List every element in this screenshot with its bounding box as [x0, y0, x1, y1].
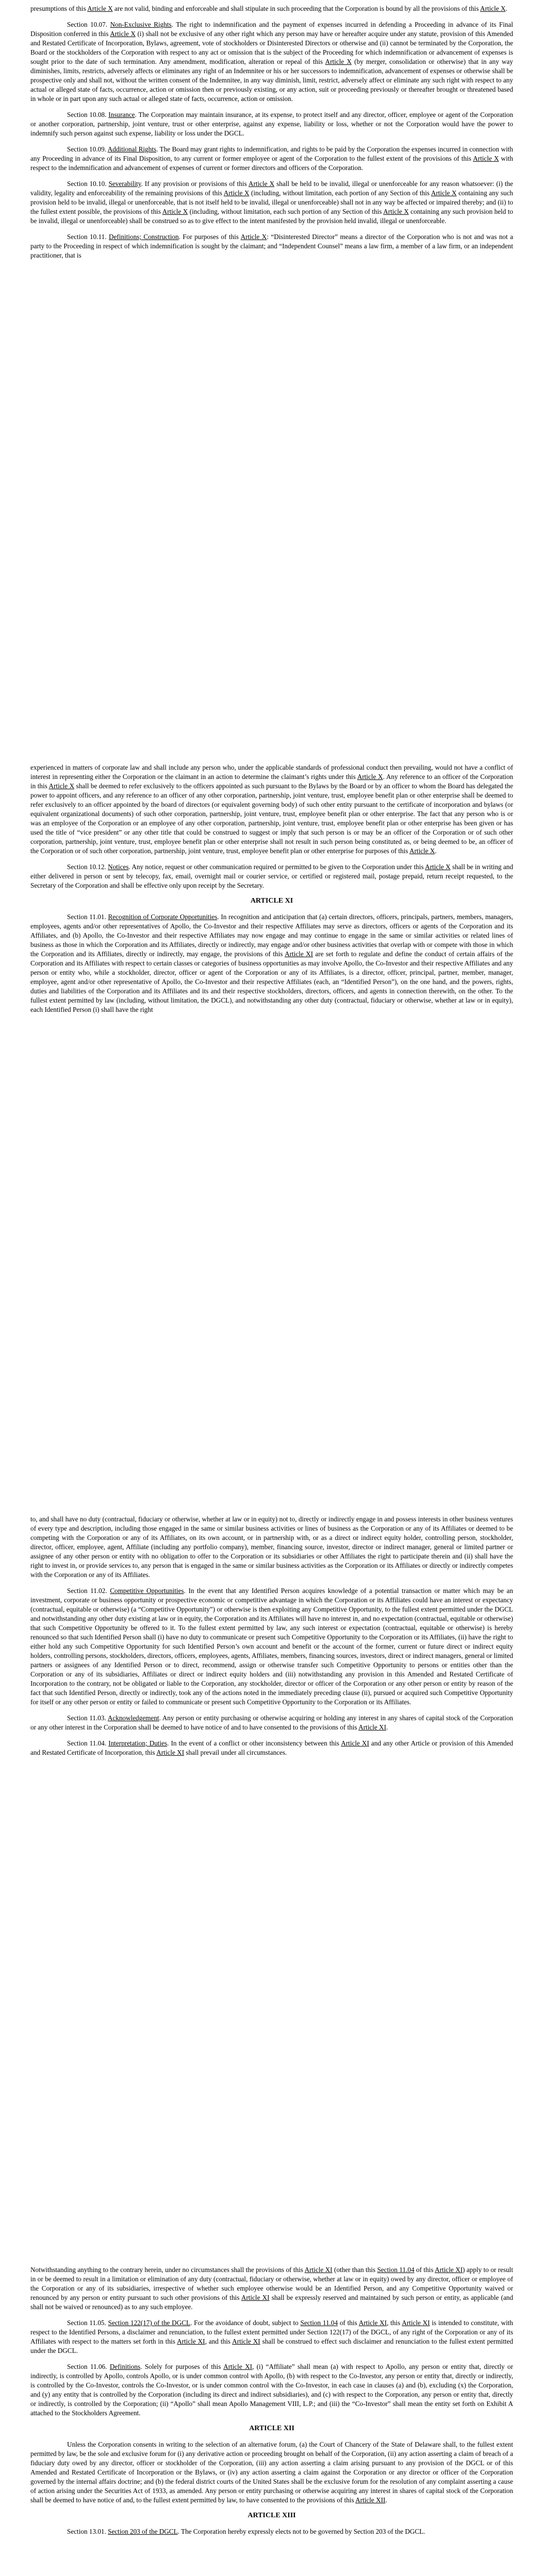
underlined-text: Article X	[223, 189, 250, 197]
underlined-text: Article XI	[232, 2337, 260, 2345]
underlined-text: Article X	[357, 773, 383, 781]
text-run: shall be in writing and either delivered in person or sent by telecopy, fax, email, overnight mail or courier service, or certified or registered mail, postage prepaid, return receipt requested, to the Secretary of the Corporation and shall be effective only upon receipt by the Secretary.	[30, 863, 513, 889]
underlined-text: Insurance	[108, 111, 135, 118]
text-run: , (i) “Affiliate” shall mean (a) with respect to Apollo, any person or entity that, directly or indirectly, is controlled by Apollo, controls Apollo, or is under common control with Apollo, (b) with respect to the Co-Investor, any person or entity that, directly or indirectly, is controlled by the Co-Investor, controls the Co-Investor, or is under common control with the Co-Investor, in each case in clauses (a) and (b), excluding (x) the Corporation, and (y) any entity that is controlled by the Corporation (including its direct and indirect subsidiaries), and (c) with respect to the Corporation, any person or entity that, directly or indirectly, is controlled by the Corporation; (ii) “Apollo” shall mean Apollo Management VIII, L.P.; and (iii) the “Co-Investor” shall mean the entity set forth on Exhibit A attached to the Stockholders Agreement.	[30, 2363, 513, 2417]
underlined-text: Article X	[431, 189, 457, 197]
paragraph-continuation	[30, 4, 513, 13]
text-run: (i) shall not be exclusive of any other right which any person may have or hereafter acquire under any statute, provision of this Amended and Restated Certificate of Incorporation, Bylaws, agreement, vote of stockholders or Disinterested Directors or otherwise and (ii) cannot be terminated by the Corporation, the Board or the stockholders of the Corporation with respect to any act or omission that is the subject of the Proceeding for which indemnification or advancement of expenses is sought prior to the date of such termination. Any amendment, modification, alteration or repeal of this	[30, 30, 513, 65]
text-run: Section 10.10.	[67, 180, 109, 188]
text-run: presumptions of this	[30, 5, 88, 12]
underlined-text: Recognition of Corporate Opportunities	[108, 913, 218, 921]
underlined-text: Section 122(17) of the DGCL	[108, 2319, 191, 2327]
section-10-12	[30, 862, 513, 890]
text-run: shall be held to be invalid, illegal or unenforceable for any reason whatsoever: (i) the validity, legality and enforceability of the remaining provisions of this	[30, 180, 513, 197]
underlined-text: Article XII	[355, 2496, 386, 2504]
text-run: Section 11.04.	[67, 1739, 109, 1747]
underlined-text: Article X	[383, 208, 409, 215]
text-run: . In recognition and anticipation that (a) certain directors, officers, principals, partners, members, managers, employees, agents and/or other representatives of Apollo, the Co-Investor and their respective Affiliates may serve as directors, officers or agents of the Corporation and its Affiliates, and (b) Apollo, the Co-Investor and their respective Affiliates may now engage and may continue to engage in the same or similar activities or related lines of business as those in which the Corporation and its Affiliates, directly or indirectly, may engage and/or other business activities that overlap with or compete with those in which the Corporation and its Affiliates, directly or indirectly, may engage, the provisions of this	[30, 913, 513, 958]
underlined-text: Article XI	[156, 1749, 185, 1756]
underlined-text: Article X	[87, 5, 113, 12]
page-3-body	[30, 1515, 513, 1764]
text-run: Section 11.01.	[67, 913, 108, 921]
section-10-11	[30, 232, 513, 260]
document-page-4	[0, 2249, 544, 2576]
article-heading: ARTICLE XI	[250, 897, 293, 905]
text-run: Section 10.08.	[67, 111, 109, 118]
text-run: of this	[338, 2319, 359, 2327]
underlined-text: Article XI	[435, 2266, 463, 2274]
text-run: (including, without limitation, each such portion of any Section of this	[188, 208, 384, 215]
text-run: . The right to indemnification and the payment of expenses incurred in defending a Proceeding in advance of its Final Disposition conferred in this	[30, 21, 514, 38]
text-run: . For purposes of this	[178, 233, 241, 241]
paragraph-continuation	[30, 1515, 513, 1580]
text-run: with respect to the indemnification and advancement of expenses of current or former directors and officers of the Corporation.	[30, 155, 513, 172]
text-run: shall be construed to effect such disclaimer and renunciation to the fullest extent permitted under the DGCL.	[30, 2337, 513, 2354]
section-10-07	[30, 20, 513, 104]
text-run: Section 11.03.	[67, 1714, 108, 1722]
section-11-05	[30, 2318, 513, 2355]
underlined-text: Additional Rights	[107, 145, 157, 153]
underlined-text: Section 11.04	[377, 2266, 415, 2274]
underlined-text: Definitions	[109, 2363, 141, 2370]
article-12-paragraph	[30, 2440, 513, 2505]
paragraph-continuation	[30, 763, 513, 856]
text-run: Section 11.02.	[67, 1587, 110, 1595]
text-run: : “Disinterested Director” means a director of the Corporation who is not and was not a party to the Proceeding in respect of which indemnification is sought by the claimant; and “Independent Counsel” means a law firm, a member of a law firm, or an independent practitioner, that is	[30, 233, 514, 259]
page-2-body	[30, 763, 513, 1021]
underlined-text: Interpretation; Duties	[108, 1739, 168, 1747]
section-10-08	[30, 110, 513, 138]
text-run: containing any such provision held to be invalid, illegal or unenforceable, that is not itself held to be invalid, illegal or unenforceable) shall not in any way be affected or impaired thereby; and (ii) to the fullest extent possible, the provisions of this	[30, 189, 514, 215]
underlined-text: Article XI	[341, 1739, 369, 1747]
text-run: shall be deemed to refer exclusively to the officers appointed as such pursuant to the Bylaws by the Board or by an officer to whom the Board has delegated the power to appoint officers, and any reference to an officer of any other corporation, partnership, joint venture, trust, employee benefit plan or other enterprise shall be deemed to refer exclusively to an officer appointed by the board of directors (or equivalent governing body) of such other entity pursuant to the certificate of incorporation and bylaws (or equivalent organizational documents) of such other corporation, partnership, joint venture, trust, employee benefit plan or other enterprise. The fact that any person who is or was an employee of the Corporation or an employee of any other corporation, partnership, joint venture, trust, employee benefit plan or other enterprise has been given or has used the title of “vice president” or any other title that could be construed to suggest or imply that such person is or may be an officer of the Corporation or of such other corporation, partnership, joint venture, trust, employee benefit plan or other enterprise shall not result in such person being constituted as, or being deemed to be, an officer of the Corporation or of such other corporation, partnership, joint venture, trust, employee benefit plan or other enterprise for purposes of this	[30, 782, 513, 855]
text-run: and any other Article or provision of this Amended and Restated Certificate of Incorporation, this	[30, 1739, 513, 1756]
underlined-text: Article XI	[241, 2294, 270, 2301]
section-10-09	[30, 145, 513, 173]
text-run: experienced in matters of corporate law and shall include any person who, under the applicable standards of professional conduct then prevailing, would not have a conflict of interest in representing either the Corporation or the claimant in an action to determine the claimant’s rights under this	[30, 764, 513, 781]
underlined-text: Article XI	[304, 2266, 333, 2274]
underlined-text: Article X	[325, 58, 352, 65]
text-run: .	[435, 847, 437, 855]
document-page-3	[0, 1499, 544, 2154]
section-10-10	[30, 179, 513, 226]
text-run: .	[386, 1723, 388, 1731]
text-run: . Solely for purposes of this	[140, 2363, 224, 2370]
text-run: Section 11.06.	[67, 2363, 110, 2370]
underlined-text: Competitive Opportunities	[110, 1587, 184, 1595]
text-run: , this	[387, 2319, 402, 2327]
text-run: . The Board may grant rights to indemnification, and rights to be paid by the Corporation the expenses incurred in connection with any Proceeding in advance of its Final Disposition, to any current or former employee or agent of the Corporation to the fullest extent of the provisions of this	[30, 145, 513, 162]
underlined-text: Non-Exclusive Rights	[110, 21, 172, 28]
underlined-text: Acknowledgement	[107, 1714, 159, 1722]
text-run: . Any person or entity purchasing or otherwise acquiring or holding any interest in any shares of capital stock of the Corporation or any other interest in the Corporation shall be deemed to have notice of and to have consented to the provisions of this	[30, 1714, 514, 1731]
article-heading: ARTICLE XII	[249, 2425, 294, 2432]
underlined-text: Section 203 of the DGCL	[108, 2528, 178, 2535]
underlined-text: Article X	[473, 155, 499, 162]
text-run: Section 11.05.	[67, 2319, 108, 2327]
document-page-2	[0, 750, 544, 1419]
text-run: of this	[414, 2266, 435, 2274]
text-run: to, and shall have no duty (contractual, fiduciary or otherwise, whether at law or in equity) not to, directly or indirectly engage in and possess interests in other business ventures of every type and description, including those engaged in the same or similar business activities or lines of business as the Corporation or any of its Affiliates or deemed to be competing with the Corporation or any of its Affiliates, on its own account, or in partnership with, or as a direct or indirect equity holder, controlling person, stockholder, director, officer, employee, agent, Affiliate (including any portfolio company), member, financing source, investor, director or indirect manager, general or limited partner or assignee of any other person or entity with no obligation to offer to the Corporation or its subsidiaries or other Affiliates the right to participate therein and (ii) shall have the right to invest in, or provide services to, any person that is engaged in the same or similar business activities as the Corporation or its Affiliates or directly or indirectly competes with the Corporation or any of its Affiliates.	[30, 1515, 513, 1579]
text-run: Section 13.01.	[67, 2528, 108, 2535]
text-run: .	[505, 5, 507, 12]
text-run: . In the event of a conflict or other inconsistency between this	[167, 1739, 341, 1747]
underlined-text: Article XI	[285, 950, 313, 958]
underlined-text: Article X	[425, 863, 451, 871]
section-11-01	[30, 912, 513, 1014]
page-4-body	[30, 2265, 513, 2543]
underlined-text: Severability	[108, 180, 141, 188]
underlined-text: Article X	[480, 5, 506, 12]
underlined-text: Article XI	[358, 1723, 386, 1731]
text-run: .	[385, 2496, 387, 2504]
document-page-1	[0, 0, 544, 662]
underlined-text: Article X	[409, 847, 435, 855]
text-run: . Any reference to an officer of the Corporation in this	[30, 773, 514, 790]
underlined-text: Section 11.04	[300, 2319, 338, 2327]
text-run: . The Corporation may maintain insurance, at its expense, to protect itself and any director, officer, employee or agent of the Corporation or another corporation, partnership, joint venture, trust or other enterprise, against any expense, liability or loss, whether or not the Corporation would have the power to indemnify such person against such expense, liability or loss under the DGCL.	[30, 111, 513, 137]
text-run: Section 10.11.	[67, 233, 109, 241]
underlined-text: Article X	[110, 30, 136, 38]
text-run: . The Corporation hereby expressly elects not to be governed by Section 203 of the DGCL.	[177, 2528, 425, 2535]
underlined-text: Article XI	[402, 2319, 430, 2327]
underlined-text: Article XI	[223, 2363, 252, 2370]
underlined-text: Article XI	[177, 2337, 205, 2345]
text-run: . For the avoidance of doubt, subject to	[190, 2319, 301, 2327]
text-run: . If any provision or provisions of this	[141, 180, 249, 188]
text-run: ) apply to or result in or be deemed to result in a limitation or elimination of any duty (contractual, fiduciary or otherwise, whether at law or in equity) owed by any director, officer or employee of the Corporation or any of its subsidiaries, irrespective of whether such employee otherwise would be an Identified Person, and any Competitive Opportunity waived or renounced by any person or entity pursuant to such other provisions of this	[30, 2266, 514, 2301]
text-run: are set forth to regulate and define the conduct of certain affairs of the Corporation and its Affiliates with respect to certain classes or categories of business opportunities as may involve Apollo, the Co-Investor and their respective Affiliates and any person or entity who, while a stockholder, director, officer or agent of the Corporation or any of its Affiliates, is a director, officer, principal, partner, member, manager, employee, agent and/or other representative of Apollo, the Co-Investor and their respective Affiliates (each, an “Identified Person”), on the one hand, and the powers, rights, duties and liabilities of the Corporation and its Affiliates and its and their respective stockholders, directors, officers, and agents in connection therewith, on the other. To the fullest extent permitted by law (including, without limitation, the DGCL), and notwithstanding any other duty (contractual, fiduciary or otherwise, whether at law or in equity), each Identified Person (i) shall have the right	[30, 950, 513, 1013]
text-run: are not valid, binding and enforceable and shall stipulate in such proceeding that the Corporation is bound by all the provisions of this	[112, 5, 481, 12]
text-run: Notwithstanding anything to the contrary herein, under no circumstances shall the provisions of this	[30, 2266, 305, 2274]
text-run: (including, without limitation, each portion of any Section of this	[249, 189, 431, 197]
text-run: , and this	[205, 2337, 233, 2345]
text-run: (other than this	[332, 2266, 377, 2274]
text-run: Section 10.07.	[67, 21, 110, 28]
underlined-text: Article XI	[358, 2319, 387, 2327]
underlined-text: Definitions; Construction	[108, 233, 179, 241]
section-11-06	[30, 2362, 513, 2418]
text-run: shall be expressly reserved and maintained by such person or entity, as applicable (and shall not be waived or renounced) as to any such employee.	[30, 2294, 513, 2311]
text-run: (by merger, consolidation or otherwise) that in any way diminishes, limits, restricts, adversely affects or eliminates any right of an Indemnitee or his or her successors to indemnification, advancement of expenses or otherwise shall be prospective only and shall not, without the written consent of the Indemnitee, in any way diminish, limit, restrict, adversely affect or eliminate any such right with respect to any actual or alleged state of facts, occurrence, action or omission then or previously existing, or any action, suit or proceeding previously or thereafter brought or threatened based in whole or in part upon any such actual or alleged state of facts, occurrence, action or omission.	[30, 58, 514, 103]
paragraph-continuation	[30, 2265, 513, 2312]
text-run: . In the event that any Identified Person acquires knowledge of a potential transaction or matter which may be an investment, corporate or business opportunity or prospective economic or competitive advantage in which the Corporation or its Affiliates could have an interest or expectancy (contractual, equitable or otherwise) (a “Competitive Opportunity”) or otherwise is then exploiting any Competitive Opportunity, to the fullest extent permitted under the DGCL and notwithstanding any other duty existing at law or in equity, the Corporation and its Affiliates will have no interest in, and no expectation (contractual, equitable or otherwise) that such Competitive Opportunity be offered to it. To the fullest extent permitted by law, any such interest or expectation (contractual, equitable or otherwise) is hereby renounced so that such Identified Person shall (i) have no duty to communicate or present such Competitive Opportunity to the Corporation or its Affiliates, (ii) have the right to either hold any such Competitive Opportunity for such Identified Person’s own account and benefit or the account of the former, current or future direct or indirect equity holders, controlling persons, stockholders, directors, officers, employees, agents, Affiliates, members, financing sources, investors, direct or indirect managers, general or limited partners or assignees of any Identified Person or to direct, recommend, assign or otherwise transfer such Competitive Opportunity to persons or entities other than the Corporation or any of its subsidiaries, Affiliates or direct or indirect equity holders and (iii) notwithstanding any provision in this Amended and Restated Certificate of Incorporation to the contrary, not be obligated or liable to the Corporation, any stockholder, director or officer of the Corporation or any other person or entity by reason of the fact that such Identified Person, directly or indirectly, took any of the actions noted in the immediately preceding clause (ii), pursued or acquired such Competitive Opportunity for itself or any other person or entity or failed to communicate or present such Competitive Opportunity to the Corporation or its Affiliates.	[30, 1587, 513, 1706]
underlined-text: Article X	[48, 782, 75, 790]
text-run: Unless the Corporation consents in writing to the selection of an alternative forum, (a) the Court of Chancery of the State of Delaware shall, to the fullest extent permitted by law, be the sole and exclusive forum for (i) any derivative action or proceeding brought on behalf of the Corporation, (ii) any action asserting a claim of breach of a fiduciary duty owed by any director, officer or stockholder of the Corporation, (iii) any action asserting a claim arising pursuant to any provision of the DGCL or of this Amended and Restated Certificate of Incorporation or the Bylaws, or (iv) any action asserting a claim against the Corporation or any director or officer of the Corporation governed by the internal affairs doctrine; and (b) the federal district courts of the United States shall be the exclusive forum for the resolution of any complaint asserting a cause of action arising under the Securities Act of 1933, as amended. Any person or entity purchasing or otherwise acquiring any interest in shares of capital stock of the Corporation shall be deemed to have notice of and, to the fullest extent permitted by law, to have consented to the provisions of this	[30, 2441, 513, 2504]
article-heading: ARTICLE XIII	[248, 2512, 296, 2519]
section-13-01	[30, 2527, 513, 2536]
text-run: containing any such provision held to be invalid, illegal or unenforceable) shall be construed so as to give effect to the intent manifested by the provision held invalid, illegal or unenforceable.	[30, 208, 513, 225]
section-11-03	[30, 1714, 513, 1732]
underlined-text: Notices	[108, 863, 129, 871]
section-11-04	[30, 1739, 513, 1757]
section-11-02	[30, 1586, 513, 1707]
underlined-text: Article X	[240, 233, 267, 241]
page-1-body	[30, 4, 513, 267]
text-run: . Any notice, request or other communication required or permitted to be given to the Corporation under this	[128, 863, 425, 871]
text-run: shall prevail under all circumstances.	[184, 1749, 287, 1756]
underlined-text: Article X	[162, 208, 188, 215]
text-run: Section 10.12.	[67, 863, 108, 871]
text-run: Section 10.09.	[67, 145, 108, 153]
text-run: is intended to constitute, with respect to the Identified Persons, a disclaimer and renunciation, to the fullest extent permitted under Section 122(17) of the DGCL, of any right of the Corporation or any of its Affiliates with respect to the matters set forth in this	[30, 2319, 514, 2345]
underlined-text: Article X	[248, 180, 275, 188]
